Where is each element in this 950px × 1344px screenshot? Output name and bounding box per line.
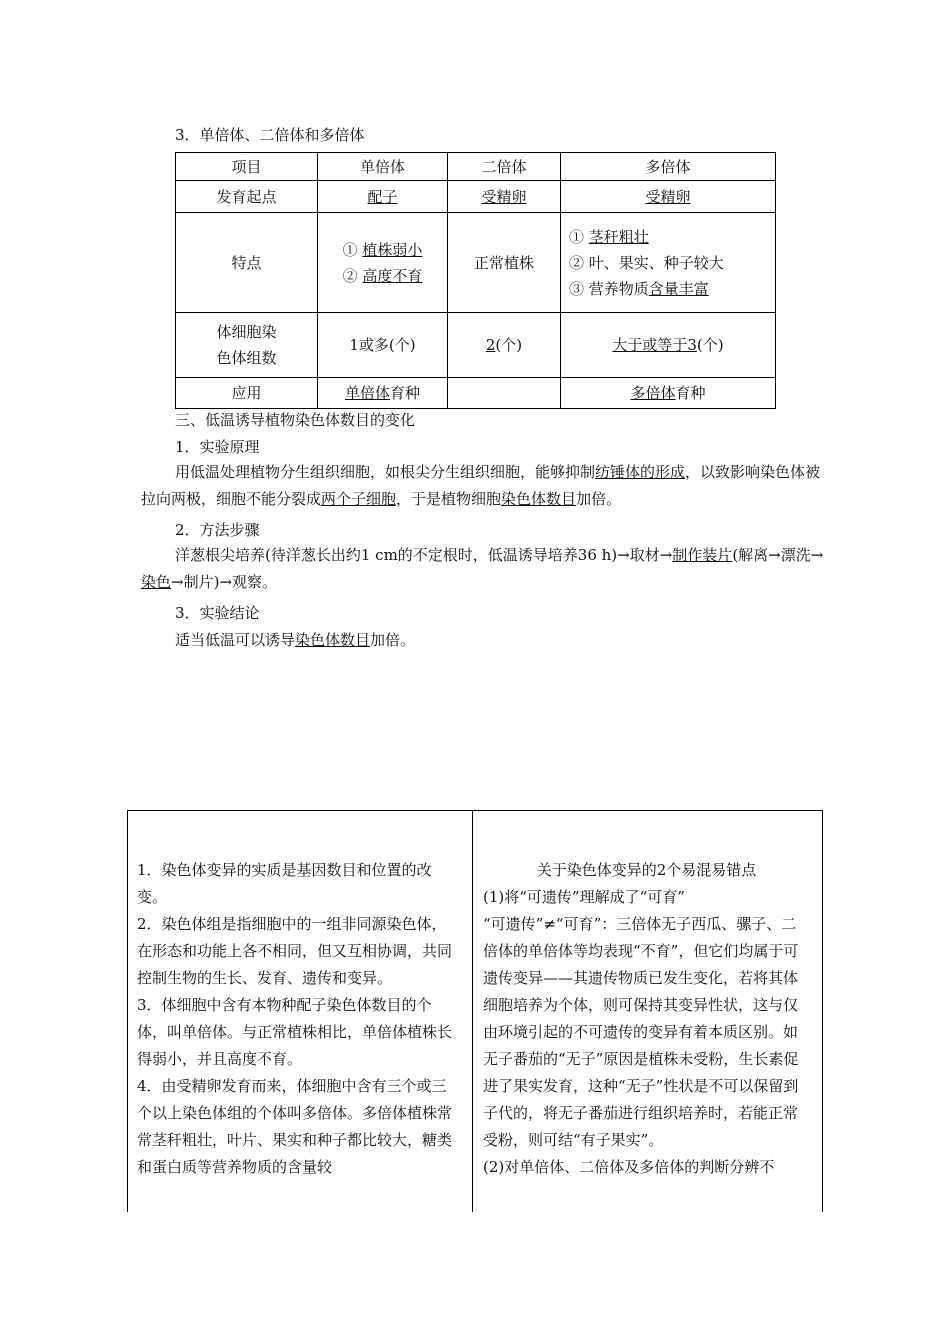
table-row-application (176, 378, 776, 409)
sets-diploid: 2(个) (448, 313, 561, 378)
table-row-traits (176, 213, 776, 313)
traits-diploid: 正常植株 (448, 213, 561, 313)
conclusion-text: 适当低温可以诱导染色体数目加倍。 (175, 631, 416, 649)
trait-weak-plant: 植株弱小 (362, 240, 423, 259)
header-diploid: 二倍体 (448, 153, 561, 181)
app-diploid (448, 378, 561, 409)
principle-title: 1．实验原理 (175, 438, 260, 456)
method-title: 2．方法步骤 (175, 521, 260, 539)
method-text: 洋葱根尖培养(待洋葱长出约1 cm的不定根时，低温诱导培养36 h)→取材→制作装片(解离→漂洗→染色→制片)→观察。 (141, 546, 824, 591)
trait-large-organs: ② 叶、果实、种子较大 (569, 253, 724, 272)
ploidy-comparison-table (175, 152, 776, 409)
trait-rich-nutrients: 含量丰富 (648, 279, 709, 298)
trait-thick-stem: 茎秆粗壮 (588, 227, 649, 246)
origin-haploid: 配子 (367, 187, 398, 206)
header-item: 项目 (176, 153, 318, 181)
summary-left-column (128, 811, 473, 1212)
app-haploid: 单倍体育种 (318, 378, 448, 409)
app-polyploid: 多倍体育种 (561, 378, 776, 409)
summary-box (127, 810, 823, 1212)
origin-polyploid: 受精卵 (645, 187, 691, 206)
origin-label: 发育起点 (176, 181, 318, 213)
summary-point-4: 4．由受精卵发育而来，体细胞中含有三个或三个以上染色体组的个体叫多倍体。多倍体植株常常茎秆粗壮，叶片、果实和种子都比较大，糖类和蛋白质等营养物质的含量较 (137, 1077, 453, 1176)
errors-title: 关于染色体变异的2个易混易错点 (536, 861, 757, 879)
principle-text: 用低温处理植物分生组织细胞，如根尖分生组织细胞，能够抑制纺锤体的形成，以致影响染色体被拉向两极，细胞不能分裂成两个子细胞，于是植物细胞染色体数目加倍。 (141, 463, 821, 508)
summary-right-column (473, 811, 822, 1212)
section3-title: 3．单倍体、二倍体和多倍体 (175, 126, 365, 144)
traits-label: 特点 (176, 213, 318, 313)
header-haploid: 单倍体 (318, 153, 448, 181)
origin-diploid: 受精卵 (481, 187, 527, 206)
summary-point-3: 3．体细胞中含有本物种配子染色体数目的个体，叫单倍体。与正常植株相比，单倍体植株长得弱小，并且高度不育。 (137, 996, 453, 1068)
traits-polyploid: ① 茎秆粗壮 ② 叶、果实、种子较大 ③ 营养物质含量丰富 (561, 213, 776, 313)
section-c-title: 三、低温诱导植物染色体数目的变化 (175, 411, 416, 429)
table-row-sets (176, 313, 776, 378)
summary-point-1: 1．染色体变异的实质是基因数目和位置的改变。 (137, 861, 432, 906)
header-polyploid: 多倍体 (561, 153, 776, 181)
error-2-title: (2)对单倍体、二倍体及多倍体的判断分辨不 (483, 1158, 775, 1176)
sets-polyploid: 大于或等于3(个) (561, 313, 776, 378)
summary-point-2: 2．染色体组是指细胞中的一组非同源染色体，在形态和功能上各不相同，但又互相协调，共同控制生物的生长、发育、遗传和变异。 (137, 915, 453, 987)
trait-sterile: 高度不育 (362, 266, 423, 285)
sets-label: 体细胞染 色体组数 (176, 313, 318, 378)
traits-haploid: ① 植株弱小 ② 高度不育 (318, 213, 448, 313)
table-row-origin (176, 181, 776, 213)
error-1-text: “可遗传”≠“可育”：三倍体无子西瓜、骡子、二倍体的单倍体等均表现“不育”，但它们均属于可遗传变异——其遗传物质已发生变化，若将其体细胞培养为个体，则可保持其变异性状，这与仅由环境引起的不可遗传的变异有着本质区别。如无子番茄的“无子”原因是植株未受粉，生长素促进了果实发育，这种“无子”性状是不可以保留到子代的，将无子番茄进行组织培养时，若能正常受粉，则可结“有子果实”。 (483, 915, 799, 1149)
app-label: 应用 (176, 378, 318, 409)
conclusion-title: 3．实验结论 (175, 604, 260, 622)
sets-haploid: 1或多(个) (318, 313, 448, 378)
error-1-title: (1)将“可遗传”理解成了“可育” (483, 888, 685, 906)
table-header-row (176, 153, 776, 181)
